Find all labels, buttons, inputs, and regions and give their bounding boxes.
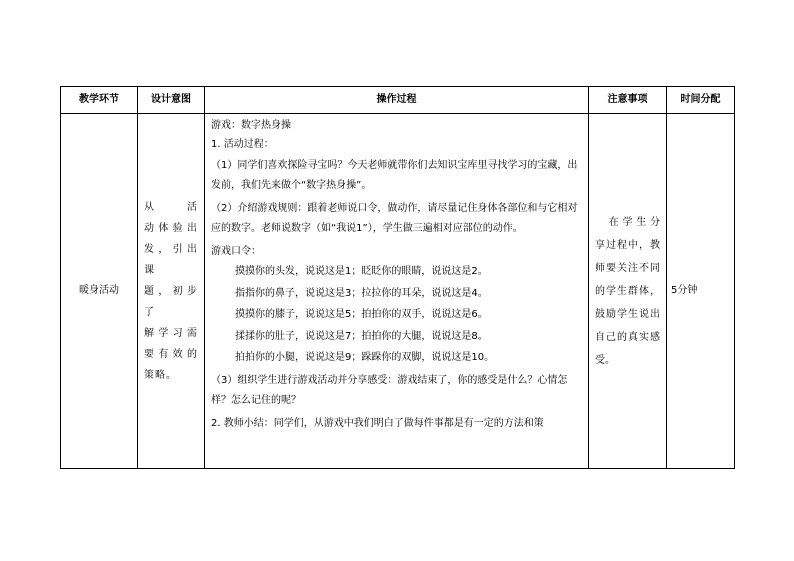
notes-cell [589, 114, 667, 469]
header-notes: 注意事项 [589, 87, 667, 114]
process-paragraph-3: （3）组织学生进行游戏活动并分享感受：游戏结束了，你的感受是什么？心情怎样？怎么记住的呢？ [211, 374, 568, 406]
chant-line: 拍拍你的小腿，说说这是9；跺跺你的双脚，说说这是10。 [235, 352, 495, 363]
game-title: 游戏：数字热身操 [211, 120, 291, 131]
header-process: 操作过程 [205, 87, 589, 114]
notes-line: 的学生群体， [595, 285, 660, 297]
chant-line: 揉揉你的肚子，说说这是7；拍拍你的大腿，说说这是8。 [235, 330, 488, 342]
header-row [61, 87, 735, 114]
chant-line: 指指你的鼻子，说说这是3；拉拉你的耳朵，说说这是4。 [235, 287, 488, 299]
process-paragraph-1: （1）同学们喜欢探险寻宝吗？今天老师就带你们去知识宝库里寻找学习的宝藏，出发前，我们先来做个“数字热身操”。 [211, 160, 578, 191]
chant-line: 摸摸你的头发，说说这是1；眨眨你的眼睛，说说这是2。 [235, 266, 488, 277]
table-row [61, 114, 735, 469]
notes-line: 师要关注不同 [595, 262, 660, 274]
notes-line: 鼓励学生说出 [595, 308, 660, 320]
notes-line: 享过程中，教 [595, 239, 660, 251]
process-cell [205, 114, 589, 469]
intent-line: 要有效的 [144, 348, 198, 360]
step-1-heading: 1. 活动过程： [211, 139, 274, 150]
intent-line: 发，引出课 [144, 243, 198, 276]
notes-line: 自己的真实感 [595, 331, 660, 343]
intent-line: 动体验出 [144, 222, 198, 234]
intent-line: 从 活 [144, 201, 198, 213]
chant-title: 游戏口令： [211, 246, 261, 257]
intent-cell [138, 114, 205, 469]
notes-line: 在学生分 [595, 216, 660, 228]
notes-line: 受。 [595, 354, 615, 366]
step-2-summary: 2. 教师小结：同学们，从游戏中我们明白了做每件事都是有一定的方法和策 [211, 417, 544, 429]
header-intent: 设计意图 [138, 87, 205, 114]
header-stage: 教学环节 [61, 87, 138, 114]
header-time: 时间分配 [667, 87, 735, 114]
stage-cell: 暖身活动 [61, 114, 138, 469]
chant-line: 摸摸你的膝子，说说这是5；拍拍你的双手，说说这是6。 [235, 309, 488, 320]
time-cell: 5分钟 [667, 114, 735, 469]
lesson-plan-table [60, 86, 735, 469]
process-paragraph-2: （2）介绍游戏规则：跟着老师说口令，做动作，请尽量记住身体各部位和与它相对应的数字。老师说数字（如“我说1”），学生做三遍相对应部位的动作。 [211, 203, 578, 234]
intent-line: 解学习需 [144, 327, 198, 339]
intent-line: 策略。 [144, 369, 177, 381]
intent-line: 题，初步了 [144, 285, 198, 318]
